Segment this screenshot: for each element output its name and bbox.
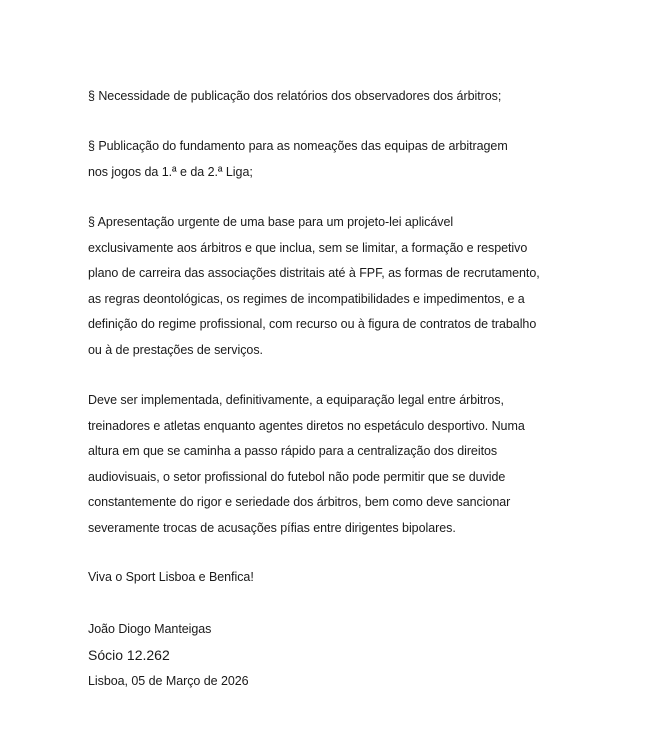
signature-name [88, 617, 558, 643]
text-line: as regras deontológicas, os regimes de incompatibilidades e impedimentos, e a [88, 291, 525, 306]
text-line: nos jogos da 1.ª e da 2.ª Liga; [88, 164, 253, 179]
signature-place-date [88, 669, 558, 695]
conclusion-paragraph [88, 388, 558, 542]
text-line: definição do regime profissional, com recurso ou à figura de contratos de trabalho [88, 317, 537, 332]
text-line: severamente trocas de acusações pífias entre dirigentes bipolares. [88, 520, 456, 535]
text-line: altura em que se caminha a passo rápido para a centralização dos direitos [88, 444, 498, 459]
text-line: constantemente do rigor e seriedade dos árbitros, bem como deve sancionar [88, 495, 511, 510]
text-line: § Necessidade de publicação dos relatórios dos observadores dos árbitros; [88, 89, 502, 103]
closing-text: Viva o Sport Lisboa e Benfica! [88, 570, 254, 584]
text-line: Deve ser implementada, definitivamente, a equiparação legal entre árbitros, [88, 393, 504, 407]
text-line: audiovisuais, o setor profissional do futebol não pode permitir que se duvide [88, 469, 506, 484]
signature-date-text: Lisboa, 05 de Março de 2026 [88, 674, 249, 688]
text-line: plano de carreira das associações distritais até à FPF, as formas de recrutamento, [88, 266, 540, 281]
closing-line [88, 565, 558, 591]
text-line: exclusivamente aos árbitros e que inclua, sem se limitar, a formação e respetivo [88, 240, 528, 255]
text-line: § Publicação do fundamento para as nomeações das equipas de arbitragem [88, 139, 508, 153]
text-line: treinadores e atletas enquanto agentes diretos no espetáculo desportivo. Numa [88, 418, 525, 433]
text-line: ou à de prestações de serviços. [88, 342, 263, 357]
point-law-project [88, 210, 558, 364]
point-appointment-grounds [88, 134, 558, 185]
text-line: § Apresentação urgente de uma base para um projeto-lei aplicável [88, 215, 454, 229]
point-publication-reports [88, 84, 558, 110]
signature-name-text: João Diogo Manteigas [88, 622, 212, 636]
signature-member-number: Sócio 12.262 [88, 647, 170, 663]
